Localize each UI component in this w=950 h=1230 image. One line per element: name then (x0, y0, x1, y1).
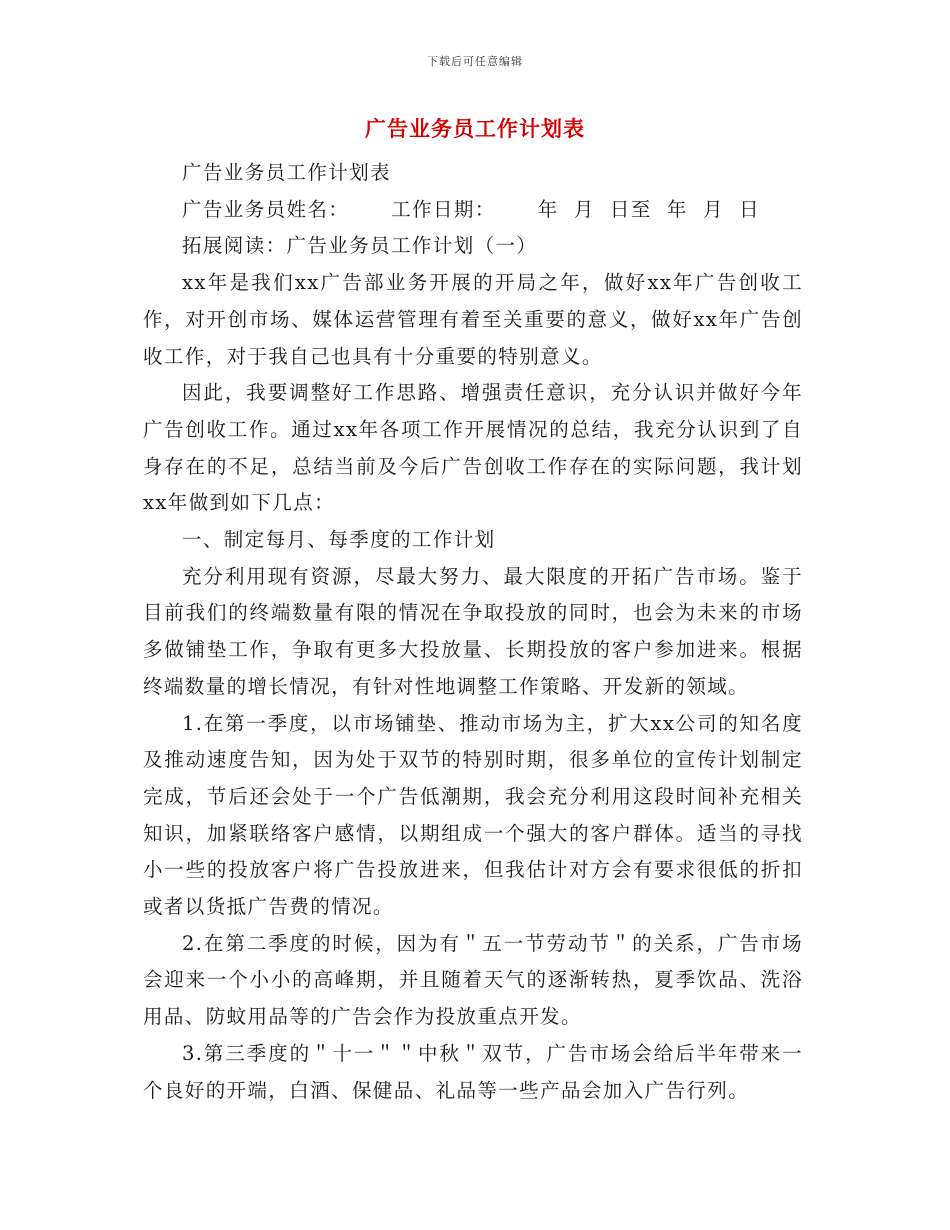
header-note: 下载后可任意编辑 (427, 55, 523, 68)
paragraph: 2.在第二季度的时候，因为有＂五一节劳动节＂的关系，广告市场会迎来一个小小的高峰期，并且随着天气的逐渐转热，夏季饮品、洗浴用品、防蚊用品等的广告会作为投放重点开发。 (143, 931, 803, 1029)
date-label: 工作日期： (391, 197, 496, 221)
paragraph: 充分利用现有资源，尽最大努力、最大限度的开拓广告市场。鉴于目前我们的终端数量有限的情况在争取投放的同时，也会为未来的市场多做铺垫工作，争取有更多大投放量、长期投放的客户参加进来。根据终端数量的增长情况，有针对性地调整工作策略、开发新的领域。 (143, 564, 803, 698)
paragraph: 拓展阅读：广告业务员工作计划（一） (182, 234, 538, 258)
document-title: 广告业务员工作计划表 (365, 116, 585, 141)
paragraph: xx年是我们xx广告部业务开展的开局之年，做好xx年广告创收工作，对开创市场、媒体运营管理有着至关重要的意义，做好xx年广告创收工作，对于我自己也具有十分重要的特别意义。 (143, 271, 803, 368)
info-line (143, 192, 803, 229)
paragraph: 因此，我要调整好工作思路、增强责任意识，充分认识并做好今年广告创收工作。通过xx年各项工作开展情况的总结，我充分认识到了自身存在的不足，总结当前及今后广告创收工作存在的实际问题，我计划xx年做到如下几点： (143, 381, 803, 515)
paragraph: 广告业务员工作计划表 (182, 161, 392, 184)
document-body (143, 155, 803, 1109)
section-heading: 一、制定每月、每季度的工作计划 (182, 528, 496, 552)
paragraph: 1.在第一季度，以市场铺垫、推动市场为主，扩大xx公司的知名度及推动速度告知，因为处于双节的特别时期，很多单位的宣传计划制定完成，节后还会处于一个广告低潮期，我会充分利用这段时间补充相关知识，加紧联络客户感情，以期组成一个强大的客户群体。适当的寻找小一些的投放客户将广告投放进来，但我估计对方会有要求很低的折扣或者以货抵广告费的情况。 (143, 711, 803, 919)
name-label: 广告业务员姓名： (182, 197, 350, 221)
paragraph: 3.第三季度的＂十一＂＂中秋＂双节，广告市场会给后半年带来一个良好的开端，白酒、保健品、礼品等一些产品会加入广告行列。 (143, 1041, 803, 1102)
date-fields: 年 月 日至 年 月 日 (537, 197, 761, 221)
